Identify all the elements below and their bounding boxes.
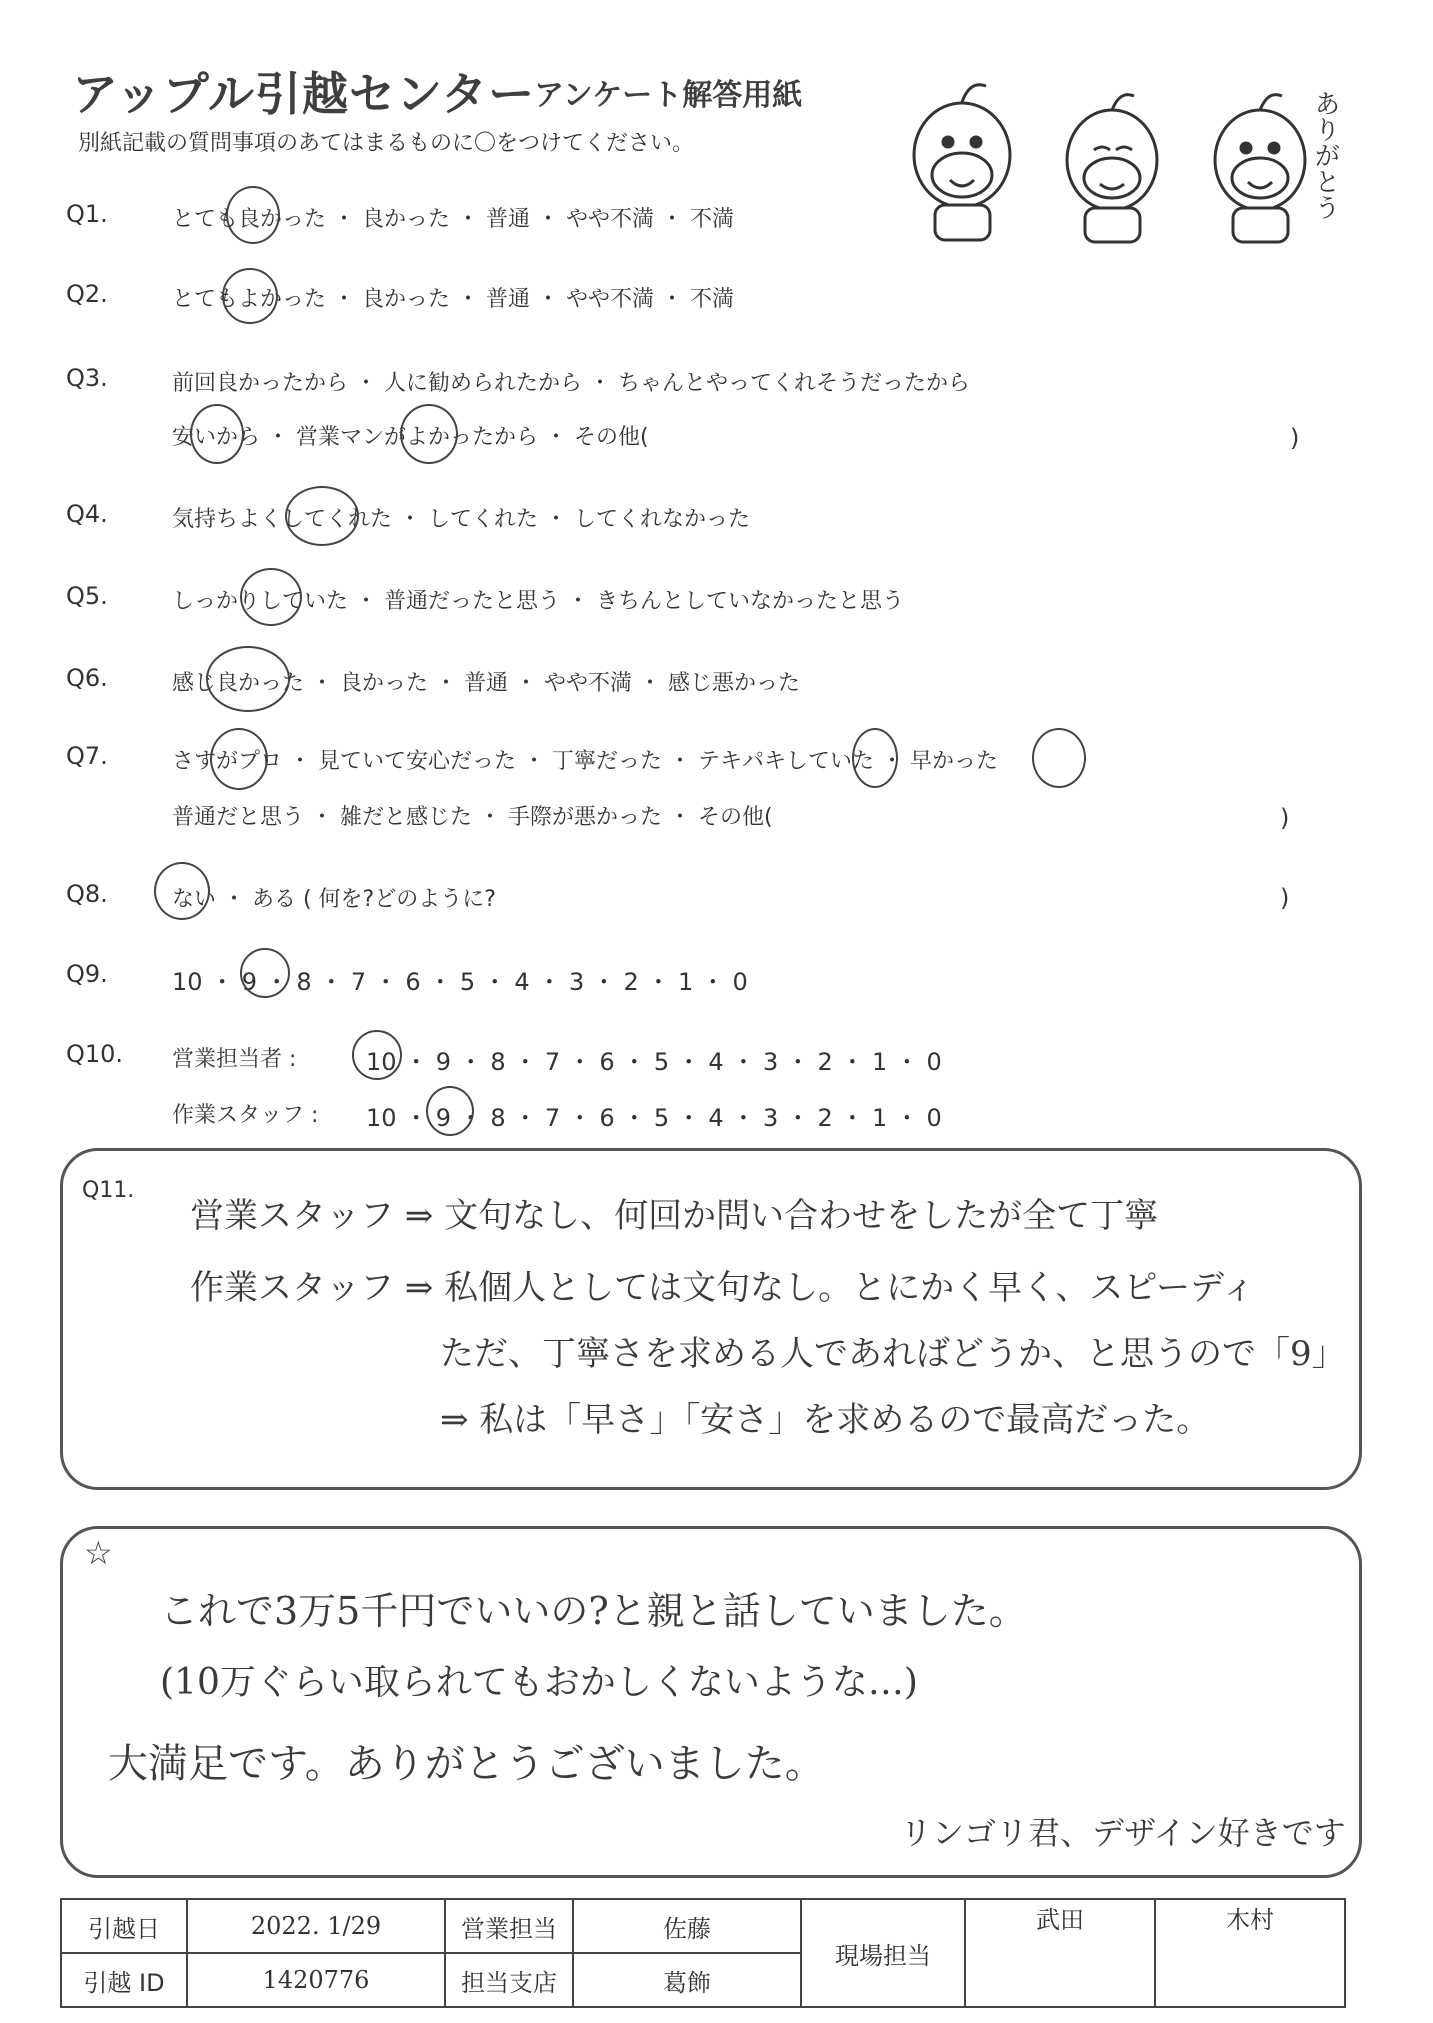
q1-number: Q1. (66, 200, 108, 228)
q10-sales-label: 営業担当者 : (172, 1047, 297, 1072)
q3-options-line2: 安いから ・ 営業マンがよかったから ・ その他( (172, 425, 649, 450)
sales-label: 営業担当 (445, 1899, 573, 1953)
comment-line3: 大満足です。ありがとうございました。 (108, 1741, 825, 1787)
q7-options-line1: さすがプロ ・ 見ていて安心だった ・ 丁寧だった ・ テキパキしていた ・ 早かった (172, 749, 998, 774)
answer-circle (852, 728, 898, 788)
move-date-label: 引越日 (61, 1899, 187, 1953)
answer-circle (226, 186, 280, 244)
q10-number: Q10. (66, 1040, 124, 1068)
mascot-gorilla-icon (1067, 95, 1157, 242)
q9-scale: 10 ・ 9 ・ 8 ・ 7 ・ 6 ・ 5 ・ 4 ・ 3 ・ 2 ・ 1 ・ 0 (172, 968, 748, 996)
company-title: アップル引越センター (72, 67, 536, 121)
q11-line3: ただ、丁寧さを求める人であればどうか、と思うので「9」 (440, 1334, 1346, 1374)
move-id-label: 引越 ID (61, 1953, 187, 2007)
answer-circle (190, 404, 244, 464)
q11-line4: ⇒ 私は「早さ」「安さ」を求めるので最高だった。 (440, 1400, 1211, 1440)
answer-circle (240, 948, 290, 998)
q6-options: 感じ良かった ・ 良かった ・ 普通 ・ やや不満 ・ 感じ悪かった (172, 671, 800, 696)
move-id-value: 1420776 (187, 1953, 445, 2007)
q7-close-paren: ) (1280, 804, 1290, 832)
q3-close-paren: ) (1290, 424, 1300, 452)
comment-line2: (10万ぐらい取られてもおかしくないような…) (160, 1662, 918, 1703)
mascot-gorilla-icon (914, 85, 1010, 240)
answer-circle (222, 268, 278, 324)
answer-circle (426, 1086, 474, 1136)
q11-number: Q11. (82, 1178, 135, 1203)
answer-circle (240, 568, 302, 626)
sales-name: 佐藤 (573, 1899, 801, 1953)
q11-line2: 作業スタッフ ⇒ 私個人としては文句なし。とにかく早く、スピーディ (190, 1268, 1256, 1308)
site-staff-1: 武田 (965, 1899, 1155, 2007)
branch-value: 葛飾 (573, 1953, 801, 2007)
mascot-gorilla-icon (1215, 95, 1305, 242)
answer-circle (285, 486, 359, 546)
q3-options-line1: 前回良かったから ・ 人に勧められたから ・ ちゃんとやってくれそうだったから (172, 371, 970, 396)
answer-circle (400, 404, 458, 464)
q8-options: ない ・ ある ( 何を?どのように? (172, 887, 496, 912)
instruction-text: 別紙記載の質問事項のあてはまるものに〇をつけてください。 (78, 131, 695, 156)
move-date-value: 2022. 1/29 (187, 1899, 445, 1953)
q9-number: Q9. (66, 960, 108, 988)
q5-options: しっかりしていた ・ 普通だったと思う ・ きちんとしていなかったと思う (172, 589, 904, 614)
q1-options: とても良かった ・ 良かった ・ 普通 ・ やや不満 ・ 不満 (172, 207, 734, 232)
site-staff-2: 木村 (1155, 1899, 1345, 2007)
answer-circle (206, 646, 290, 712)
answer-circle (352, 1030, 402, 1080)
q10-staff-scale: 10 ・ 9 ・ 8 ・ 7 ・ 6 ・ 5 ・ 4 ・ 3 ・ 2 ・ 1 ・ 0 (366, 1104, 942, 1132)
q3-number: Q3. (66, 364, 108, 392)
form-title: アンケート解答用紙 (534, 78, 803, 113)
star-icon: ☆ (84, 1534, 113, 1572)
q10-sales-scale: 10 ・ 9 ・ 8 ・ 7 ・ 6 ・ 5 ・ 4 ・ 3 ・ 2 ・ 1 ・ 0 (366, 1048, 942, 1076)
q7-number: Q7. (66, 742, 108, 770)
q8-number: Q8. (66, 880, 108, 908)
q4-number: Q4. (66, 500, 108, 528)
mascot-illustration (890, 60, 1370, 250)
comment-line4: リンゴリ君、デザイン好きです (900, 1814, 1346, 1852)
q7-options-line2: 普通だと思う ・ 雑だと感じた ・ 手際が悪かった ・ その他( (172, 805, 773, 830)
answer-circle (154, 862, 210, 920)
q8-close-paren: ) (1280, 884, 1290, 912)
branch-label: 担当支店 (445, 1953, 573, 2007)
comment-line1: これで3万5千円でいいの?と親と話していました。 (160, 1589, 1027, 1633)
site-label: 現場担当 (801, 1899, 965, 2007)
q10-staff-label: 作業スタッフ : (172, 1103, 319, 1128)
answer-circle (1032, 728, 1086, 788)
q5-number: Q5. (66, 582, 108, 610)
mascot-caption: ありがとう (1310, 90, 1340, 220)
info-table (60, 1898, 1346, 2008)
q11-line1: 営業スタッフ ⇒ 文句なし、何回か問い合わせをしたが全て丁寧 (190, 1196, 1159, 1236)
q2-number: Q2. (66, 280, 108, 308)
q4-options: 気持ちよくしてくれた ・ してくれた ・ してくれなかった (172, 507, 750, 532)
answer-circle (210, 728, 268, 790)
q2-options: とてもよかった ・ 良かった ・ 普通 ・ やや不満 ・ 不満 (172, 287, 734, 312)
q6-number: Q6. (66, 664, 108, 692)
